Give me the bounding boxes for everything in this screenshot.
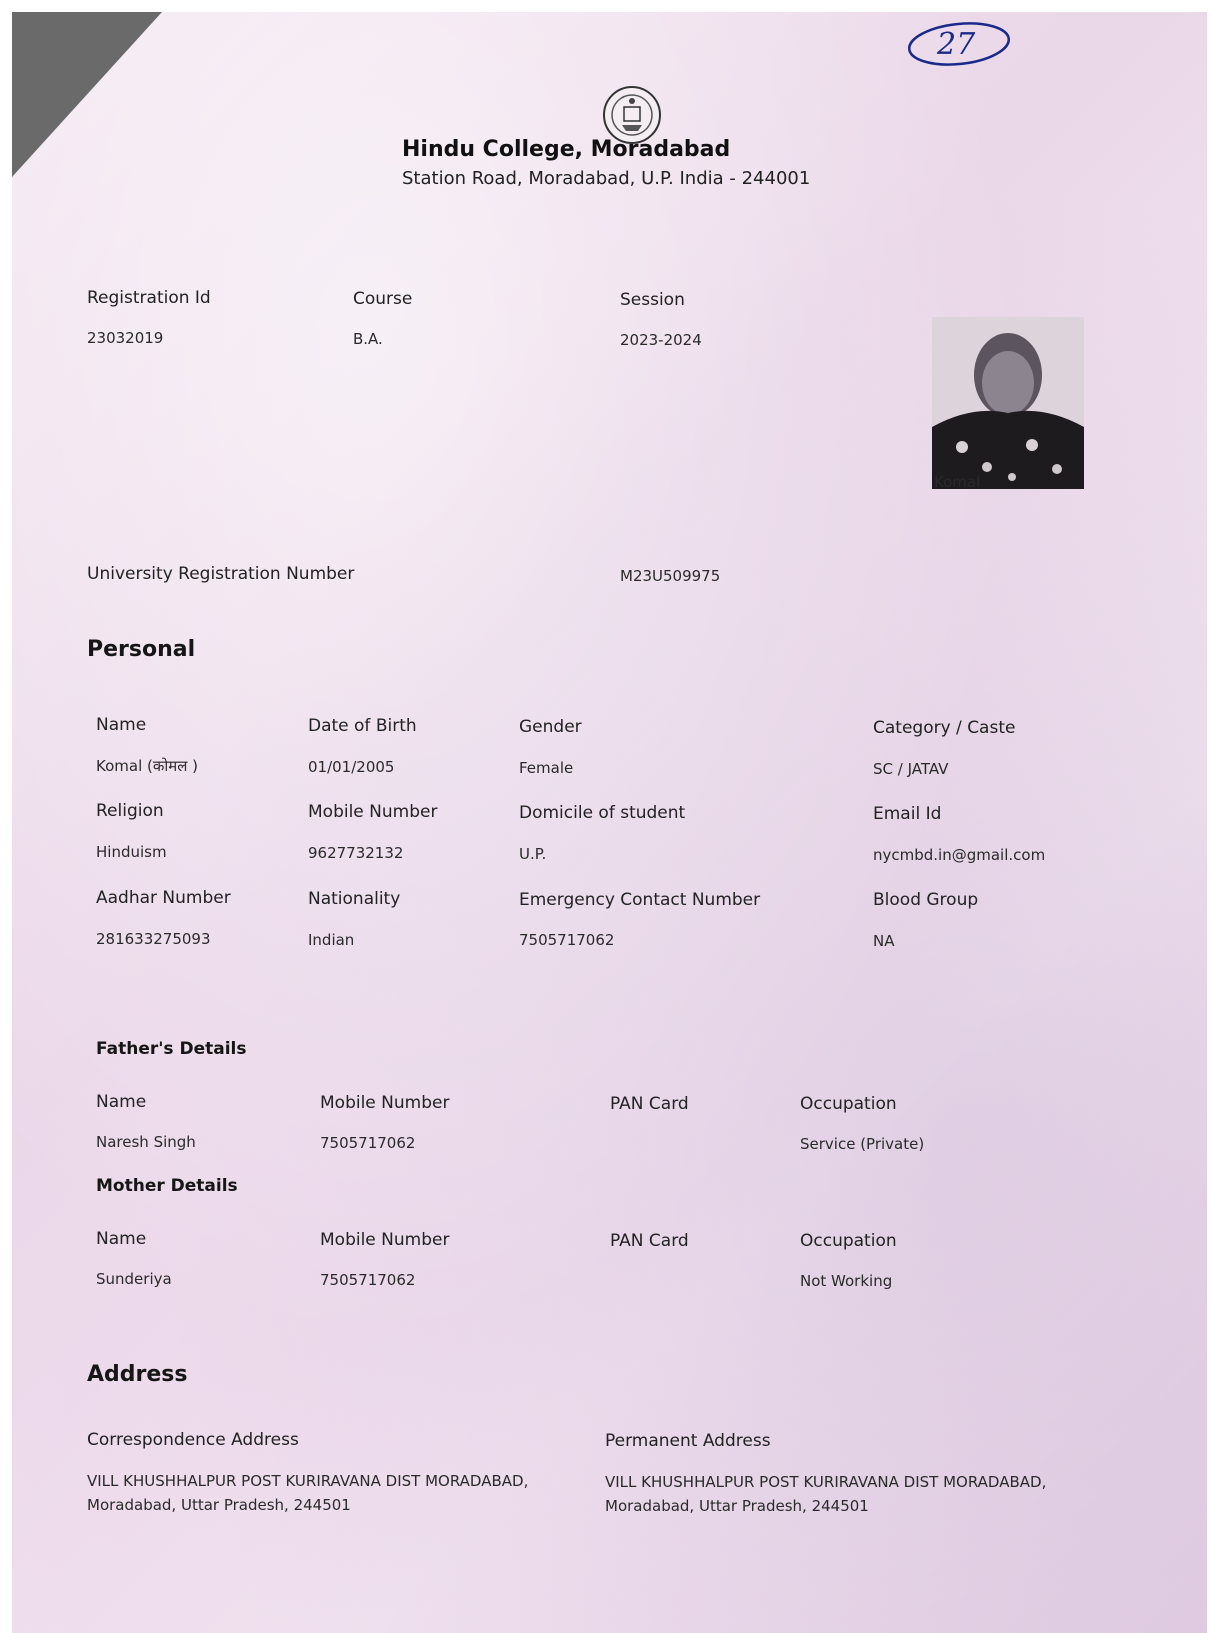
nationality-value: Indian (308, 931, 355, 949)
domicile-value: U.P. (519, 845, 547, 863)
mother-name-label: Name (96, 1229, 147, 1249)
email-label: Email Id (873, 804, 942, 824)
handwritten-number: 27 (937, 27, 976, 62)
gender-value: Female (519, 759, 574, 777)
college-logo (602, 85, 662, 145)
address-heading: Address (87, 1362, 188, 1387)
document-page (12, 12, 1207, 1633)
mother-heading: Mother Details (96, 1176, 238, 1196)
father-mobile-value: 7505717062 (320, 1134, 416, 1152)
religion-label: Religion (96, 801, 164, 821)
registration-id-value: 23032019 (87, 329, 164, 347)
correspondence-address-line1: VILL KHUSHHALPUR POST KURIRAVANA DIST MORADABAD, (87, 1472, 529, 1490)
nationality-label: Nationality (308, 889, 401, 909)
course-label: Course (353, 289, 413, 309)
correspondence-address-line2: Moradabad, Uttar Pradesh, 244501 (87, 1496, 351, 1514)
domicile-label: Domicile of student (519, 803, 686, 823)
father-occupation-value: Service (Private) (800, 1135, 925, 1153)
father-occupation-label: Occupation (800, 1094, 897, 1114)
category-label: Category / Caste (873, 718, 1016, 738)
email-value: nycmbd.in@gmail.com (873, 846, 1046, 864)
session-label: Session (620, 290, 685, 310)
emergency-contact-label: Emergency Contact Number (519, 890, 761, 910)
father-name-value: Naresh Singh (96, 1133, 196, 1151)
course-value: B.A. (353, 330, 383, 348)
session-value: 2023-2024 (620, 331, 702, 349)
personal-name-label: Name (96, 715, 147, 735)
blood-group-label: Blood Group (873, 890, 979, 910)
dob-label: Date of Birth (308, 716, 417, 736)
mother-pan-label: PAN Card (610, 1231, 689, 1251)
religion-value: Hinduism (96, 843, 167, 861)
college-address: Station Road, Moradabad, U.P. India - 244001 (402, 168, 811, 189)
personal-mobile-value: 9627732132 (308, 844, 404, 862)
mother-occupation-value: Not Working (800, 1272, 893, 1290)
student-photo (932, 317, 1084, 489)
handwritten-number-mark (907, 18, 1017, 76)
personal-name-value: Komal (कोमल ) (96, 757, 199, 775)
mother-mobile-label: Mobile Number (320, 1230, 450, 1250)
permanent-address-line2: Moradabad, Uttar Pradesh, 244501 (605, 1497, 869, 1515)
university-registration-value: M23U509975 (620, 567, 721, 585)
folded-corner (12, 12, 162, 177)
registration-id-label: Registration Id (87, 288, 211, 308)
category-value: SC / JATAV (873, 760, 949, 778)
aadhar-label: Aadhar Number (96, 888, 231, 908)
mother-occupation-label: Occupation (800, 1231, 897, 1251)
aadhar-value: 281633275093 (96, 930, 211, 948)
university-registration-label: University Registration Number (87, 564, 355, 584)
mother-name-value: Sunderiya (96, 1270, 172, 1288)
blood-group-value: NA (873, 932, 895, 950)
personal-heading: Personal (87, 637, 196, 662)
dob-value: 01/01/2005 (308, 758, 395, 776)
father-pan-label: PAN Card (610, 1094, 689, 1114)
permanent-address-line1: VILL KHUSHHALPUR POST KURIRAVANA DIST MORADABAD, (605, 1473, 1047, 1491)
mother-mobile-value: 7505717062 (320, 1271, 416, 1289)
emergency-contact-value: 7505717062 (519, 931, 615, 949)
college-name: Hindu College, Moradabad (402, 137, 731, 162)
permanent-address-label: Permanent Address (605, 1431, 771, 1451)
father-heading: Father's Details (96, 1039, 247, 1059)
father-mobile-label: Mobile Number (320, 1093, 450, 1113)
gender-label: Gender (519, 717, 582, 737)
father-name-label: Name (96, 1092, 147, 1112)
personal-mobile-label: Mobile Number (308, 802, 438, 822)
photo-caption: Komal (934, 473, 981, 491)
correspondence-address-label: Correspondence Address (87, 1430, 299, 1450)
